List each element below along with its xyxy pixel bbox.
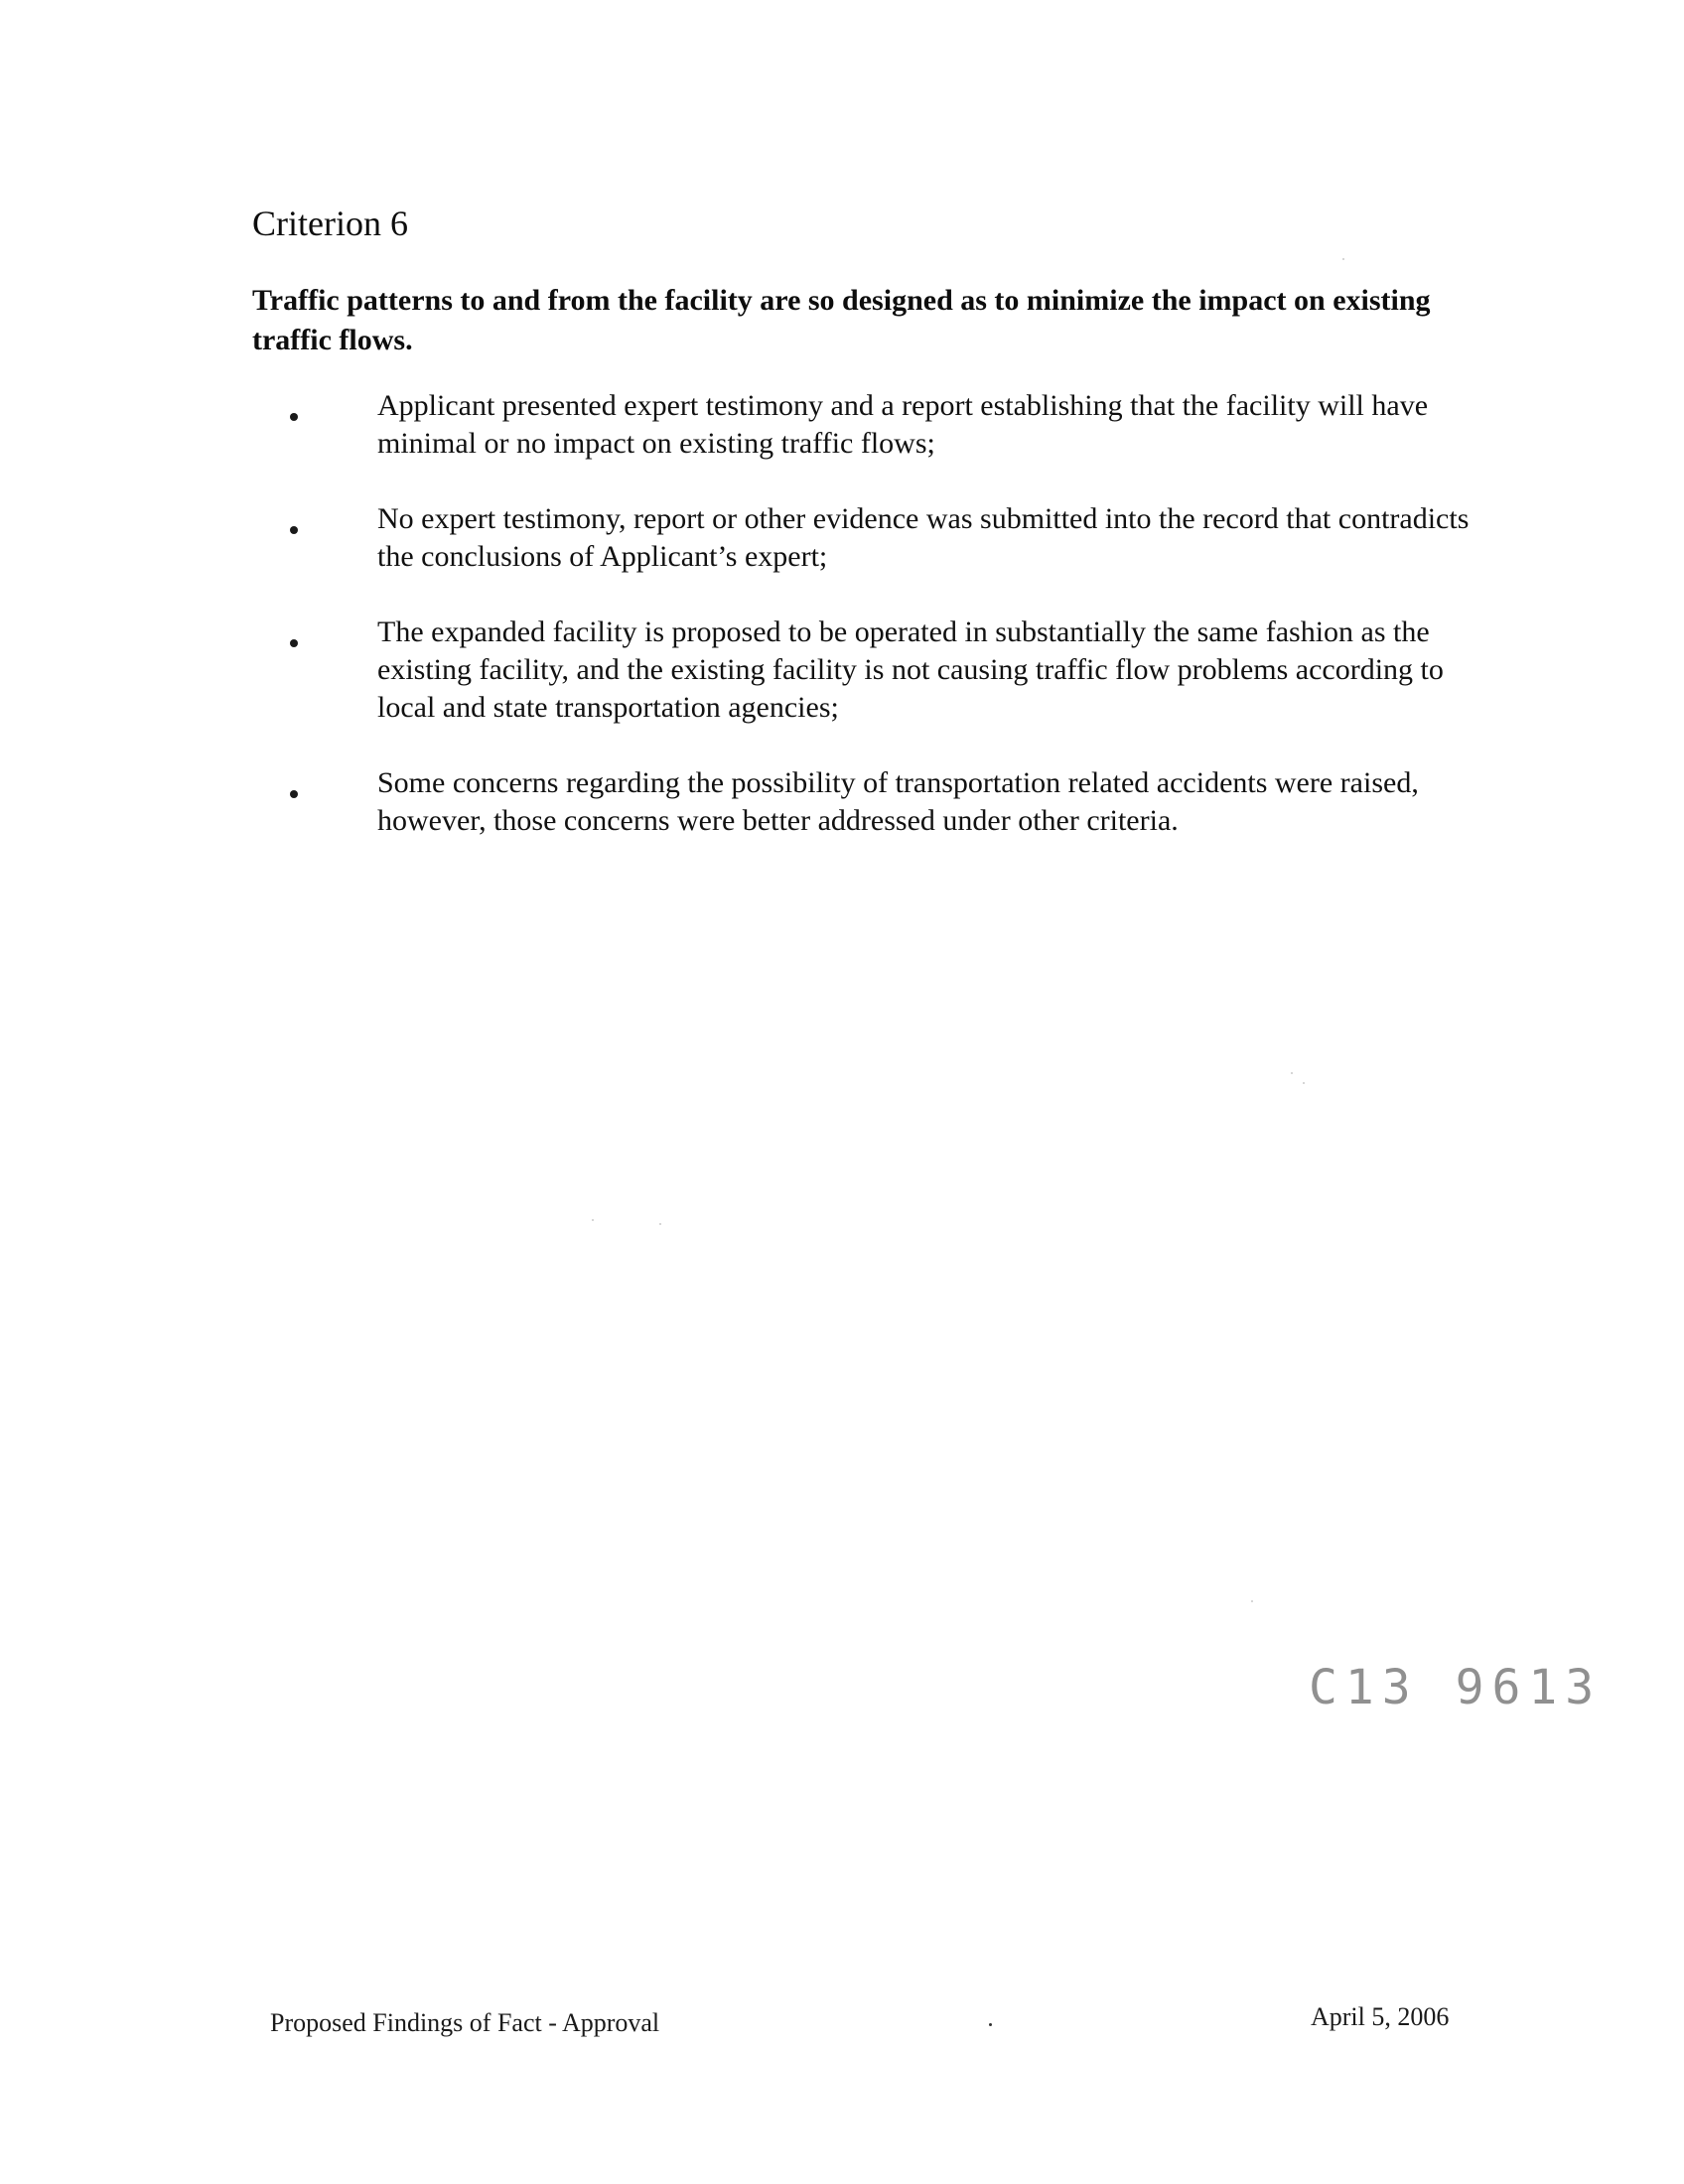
finding-text: The expanded facility is proposed to be operated in substantially the same fashion as the existing facility, and the existing facility is not causing traffic flow problems according to local and state transportation agencies; [377,615,1444,724]
scan-speck [659,1223,661,1225]
scan-speck [1303,1082,1305,1084]
finding-text: Applicant presented expert testimony and a report establishing that the facility will have minimal or no impact on existing traffic flows; [377,389,1429,460]
bullet-icon [290,413,298,421]
finding-text: No expert testimony, report or other evidence was submitted into the record that contradicts the conclusions of Applicant’s expert; [377,502,1470,573]
scan-speck [1291,1072,1293,1074]
bullet-icon [290,790,298,798]
footer-title: Proposed Findings of Fact - Approval [270,2008,660,2037]
page-title: Criterion 6 [252,204,408,243]
footer-dot-mark [989,2023,992,2026]
scan-speck [1251,1600,1253,1602]
criterion-statement: Traffic patterns to and from the facility are so designed as to minimize the impact on existing traffic flows. [252,284,1431,356]
bullet-icon [290,639,298,647]
page-number-stamp: C13 9613 [1309,1660,1603,1715]
footer-date: April 5, 2006 [1311,2002,1450,2031]
scan-speck [592,1219,594,1221]
finding-text: Some concerns regarding the possibility of transportation related accidents were raised, however, those concerns were better addressed under other criteria. [377,766,1419,837]
scan-speck [1342,258,1344,260]
bullet-icon [290,526,298,534]
